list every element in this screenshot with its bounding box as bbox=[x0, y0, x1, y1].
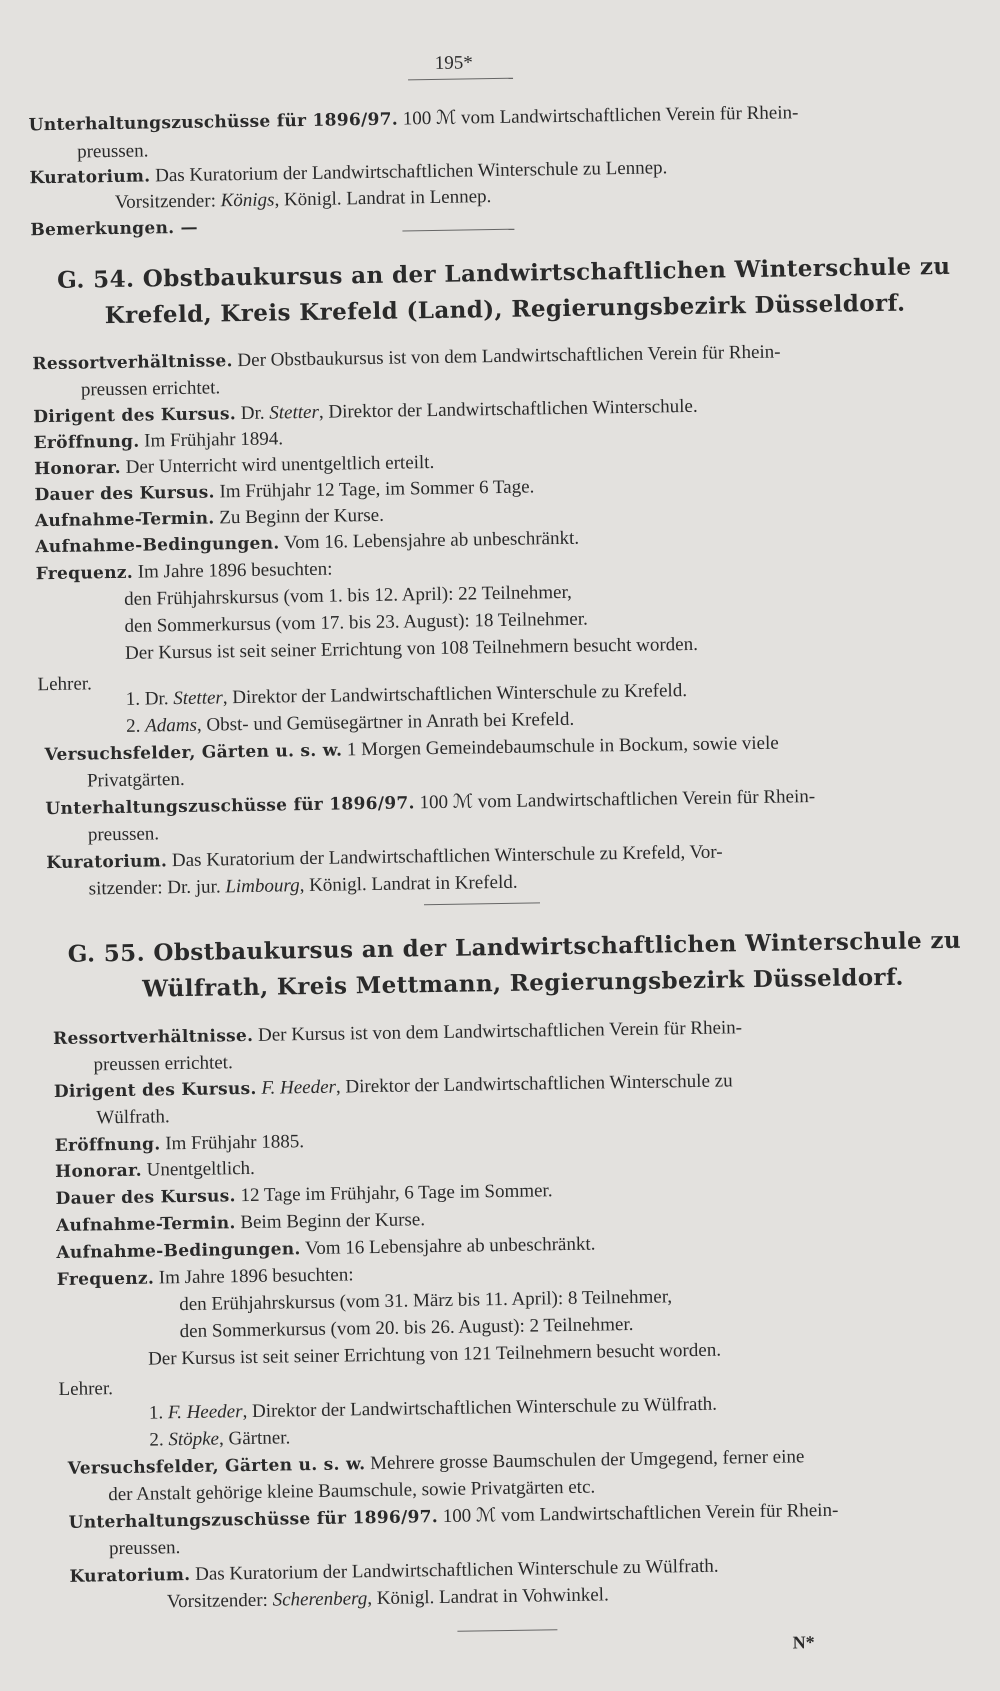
continuation-line: preussen. bbox=[87, 823, 160, 846]
field-value: Dr. bbox=[240, 402, 265, 425]
entry-unterhalt bbox=[69, 1501, 839, 1532]
field-value: sitzender: Dr. jur. bbox=[88, 876, 221, 900]
field-value: , Königl. Landrat in Vohwinkel. bbox=[367, 1584, 609, 1610]
continuation-line: Wülfrath. bbox=[96, 1106, 170, 1129]
person-name: Stetter bbox=[173, 687, 224, 710]
field-label: Dauer des Kursus. bbox=[55, 1186, 236, 1210]
frequenz-line: den Sommerkursus (vom 17. bis 23. August): 18 Teilnehmer. bbox=[124, 608, 588, 637]
entry-lehrer bbox=[37, 674, 92, 694]
entry-kuratorium bbox=[46, 843, 723, 873]
entry-versuchsfelder bbox=[68, 1447, 805, 1478]
frequenz-line: Der Kursus ist seit seiner Errichtung von 108 Teilnehmern besucht worden. bbox=[124, 633, 699, 664]
entry-honorar bbox=[55, 1159, 255, 1181]
entry-honorar bbox=[34, 453, 434, 478]
person-name: Limbourg bbox=[225, 875, 300, 898]
field-label: Frequenz. bbox=[35, 562, 134, 585]
field-value: , Direktor der Landwirtschaftlichen Winterschule zu Krefeld. bbox=[222, 680, 688, 709]
field-value: Im Jahre 1896 besuchten: bbox=[158, 1264, 354, 1289]
person-name: F. Heeder bbox=[261, 1076, 337, 1099]
entry-frequenz bbox=[36, 560, 333, 584]
field-label: Bemerkungen. — bbox=[30, 217, 199, 241]
field-label: Vorsitzender: bbox=[166, 1589, 269, 1613]
section-subtitle-g55: Wülfrath, Kreis Mettmann, Regierungsbezirk Düsseldorf. bbox=[142, 963, 905, 1003]
field-label: Eröffnung. bbox=[54, 1134, 161, 1157]
field-label: Dauer des Kursus. bbox=[34, 482, 215, 506]
field-label: Lehrer. bbox=[58, 1378, 114, 1401]
field-value: 100 ℳ vom Landwirtschaftlichen Verein für Rhein- bbox=[442, 1499, 839, 1527]
field-value: , Königl. Landrat in Lennep. bbox=[274, 186, 492, 211]
section-rule bbox=[402, 229, 514, 232]
entry-vorsitz bbox=[167, 1585, 609, 1611]
entry-unterhalt-top bbox=[29, 103, 799, 134]
field-value: Im Frühjahr 1885. bbox=[165, 1131, 305, 1155]
lehrer-item bbox=[149, 1395, 717, 1423]
field-label: Dirigent des Kursus. bbox=[33, 404, 237, 428]
entry-dirigent bbox=[54, 1071, 733, 1101]
lehrer-item bbox=[149, 1428, 290, 1449]
field-value: Der Unterricht wird unentgeltlich erteilt. bbox=[125, 451, 435, 478]
field-value: Im Frühjahr 1894. bbox=[144, 428, 284, 452]
field-label: Kuratorium. bbox=[46, 851, 168, 874]
field-label: Kuratorium. bbox=[69, 1564, 191, 1587]
continuation-line: preussen. bbox=[108, 1537, 181, 1560]
field-label: Vorsitzender: bbox=[114, 190, 217, 213]
entry-aufnahme-bedingungen bbox=[35, 529, 579, 557]
person-name: Scherenberg bbox=[272, 1588, 368, 1611]
field-label: Kuratorium. bbox=[29, 166, 151, 189]
item-number: 2. bbox=[149, 1429, 164, 1451]
signature-mark: N* bbox=[792, 1632, 815, 1653]
field-label: Versuchsfelder, Gärten u. s. w. bbox=[67, 1454, 366, 1479]
field-label: Aufnahme-Bedingungen. bbox=[56, 1239, 301, 1264]
field-label: Honorar. bbox=[33, 457, 122, 480]
person-name: Stetter bbox=[269, 401, 320, 424]
field-label: Ressortverhältnisse. bbox=[52, 1025, 254, 1050]
field-value: Mehrere grosse Baumschulen der Umgegend, ferner eine bbox=[370, 1446, 805, 1475]
frequenz-line: den Frühjahrskursus (vom 1. bis 12. April): 22 Teilnehmer, bbox=[124, 581, 573, 610]
field-value: Das Kuratorium der Landwirtschaftlichen Winterschule zu Krefeld, Vor- bbox=[171, 841, 723, 872]
entry-bemerkungen bbox=[30, 218, 198, 240]
frequenz-line: den Erühjahrskursus (vom 31. März bis 11. April): 8 Teilnehmer, bbox=[179, 1286, 673, 1316]
field-value: Im Frühjahr 12 Tage, im Sommer 6 Tage. bbox=[219, 476, 535, 503]
entry-vorsitz-top bbox=[115, 187, 492, 212]
field-label: Frequenz. bbox=[56, 1268, 155, 1291]
field-value: Das Kuratorium der Landwirtschaftlichen Winterschule zu Wülfrath. bbox=[194, 1555, 719, 1585]
field-value: Beim Beginn der Kurse. bbox=[240, 1209, 426, 1234]
field-value: , Obst- und Gemüsegärtner in Anrath bei Krefeld. bbox=[196, 708, 575, 736]
lehrer-item bbox=[126, 681, 688, 709]
field-label: Unterhaltungszuschüsse für 1896/97. bbox=[45, 793, 415, 820]
field-value: Im Jahre 1896 besuchten: bbox=[137, 558, 333, 583]
field-label: Lehrer. bbox=[37, 673, 92, 696]
continuation-line: preussen. bbox=[76, 140, 149, 163]
field-label: Aufnahme-Termin. bbox=[55, 1213, 236, 1237]
section-title-g54: G. 54. Obstbaukursus an der Landwirtschaftlichen Winterschule zu bbox=[56, 252, 951, 294]
section-rule bbox=[424, 902, 540, 905]
field-value: Unentgeltlich. bbox=[146, 1157, 256, 1181]
person-name: Königs bbox=[220, 189, 275, 212]
field-label: Unterhaltungszuschüsse für 1896/97. bbox=[68, 1507, 439, 1533]
field-label: Aufnahme-Bedingungen. bbox=[35, 533, 280, 558]
header-rule bbox=[408, 78, 513, 81]
entry-ressort bbox=[53, 1018, 742, 1048]
person-name: Adams bbox=[145, 714, 198, 737]
lehrer-item bbox=[126, 710, 574, 736]
field-value: Der Obstbaukursus ist von dem Landwirtschaftlichen Verein für Rhein- bbox=[237, 341, 781, 372]
continuation-line: preussen errichtet. bbox=[80, 377, 221, 401]
entry-eroeffnung bbox=[34, 429, 284, 452]
field-label: Honorar. bbox=[55, 1160, 143, 1183]
page-number: 195* bbox=[434, 52, 473, 74]
field-value: 100 ℳ vom Landwirtschaftlichen Verein für Rhein- bbox=[402, 102, 799, 130]
field-label: Ressortverhältnisse. bbox=[32, 351, 233, 375]
field-value: Vom 16 Lebensjahre ab unbeschränkt. bbox=[304, 1233, 596, 1260]
person-name: Stöpke bbox=[168, 1428, 220, 1451]
entry-unterhalt bbox=[45, 787, 815, 818]
field-value: 100 ℳ vom Landwirtschaftlichen Verein für Rhein- bbox=[419, 786, 816, 814]
continuation-line: Privatgärten. bbox=[86, 768, 185, 792]
field-label: Aufnahme-Termin. bbox=[34, 508, 215, 532]
entry-dauer bbox=[55, 1181, 552, 1208]
field-label: Versuchsfelder, Gärten u. s. w. bbox=[44, 740, 343, 766]
field-value: Der Kursus ist von dem Landwirtschaftlichen Verein für Rhein- bbox=[257, 1017, 743, 1046]
field-label: Dirigent des Kursus. bbox=[53, 1078, 257, 1103]
frequenz-line: Der Kursus ist seit seiner Errichtung von 121 Teilnehmern besucht worden. bbox=[147, 1339, 722, 1370]
entry-dauer bbox=[34, 477, 534, 504]
entry-lehrer bbox=[58, 1379, 113, 1399]
entry-dirigent bbox=[33, 397, 698, 426]
section-subtitle-g54: Krefeld, Kreis Krefeld (Land), Regierungsbezirk Düsseldorf. bbox=[104, 289, 906, 330]
field-value: , Direktor der Landwirtschaftlichen Winterschule zu bbox=[335, 1070, 733, 1098]
item-number: 1. Dr. bbox=[125, 688, 169, 710]
field-value: 12 Tage im Frühjahr, 6 Tage im Sommer. bbox=[240, 1180, 553, 1207]
field-value: , Direktor der Landwirtschaftlichen Winterschule zu Wülfrath. bbox=[242, 1393, 718, 1423]
field-label: Unterhaltungszuschüsse für 1896/97. bbox=[28, 109, 399, 136]
section-title-g55: G. 55. Obstbaukursus an der Landwirtschaftlichen Winterschule zu bbox=[67, 926, 962, 968]
entry-frequenz bbox=[57, 1265, 354, 1289]
field-value: Das Kuratorium der Landwirtschaftlichen Winterschule zu Lennep. bbox=[155, 157, 668, 187]
entry-ressort bbox=[32, 343, 780, 374]
entry-versuchsfelder bbox=[44, 734, 778, 765]
field-value: , Gärtner. bbox=[218, 1427, 291, 1450]
continuation-line bbox=[89, 873, 518, 899]
item-number: 2. bbox=[126, 715, 141, 737]
entry-kuratorium bbox=[69, 1557, 718, 1586]
entry-kuratorium-top bbox=[29, 158, 667, 187]
field-value: Vom 16. Lebensjahre ab unbeschränkt. bbox=[283, 527, 580, 554]
frequenz-line: den Sommerkursus (vom 20. bis 26. August): 2 Teilnehmer. bbox=[179, 1313, 634, 1343]
field-value: 1 Morgen Gemeindebaumschule in Bockum, sowie viele bbox=[346, 732, 779, 761]
continuation-line: preussen errichtet. bbox=[93, 1052, 233, 1076]
footer-rule bbox=[457, 1629, 557, 1632]
field-value: , Direktor der Landwirtschaftlichen Winterschule. bbox=[318, 395, 698, 423]
entry-aufnahme-bedingungen bbox=[56, 1235, 595, 1262]
entry-aufnahme-termin bbox=[56, 1210, 425, 1235]
field-value: Zu Beginn der Kurse. bbox=[219, 504, 385, 529]
field-value: , Königl. Landrat in Krefeld. bbox=[299, 871, 518, 897]
continuation-line: der Anstalt gehörige kleine Baumschule, sowie Privatgärten etc. bbox=[108, 1476, 596, 1506]
entry-aufnahme-termin bbox=[35, 506, 384, 530]
person-name: F. Heeder bbox=[167, 1401, 243, 1424]
item-number: 1. bbox=[148, 1402, 164, 1424]
field-label: Eröffnung. bbox=[33, 431, 140, 454]
entry-eroeffnung bbox=[55, 1132, 305, 1155]
